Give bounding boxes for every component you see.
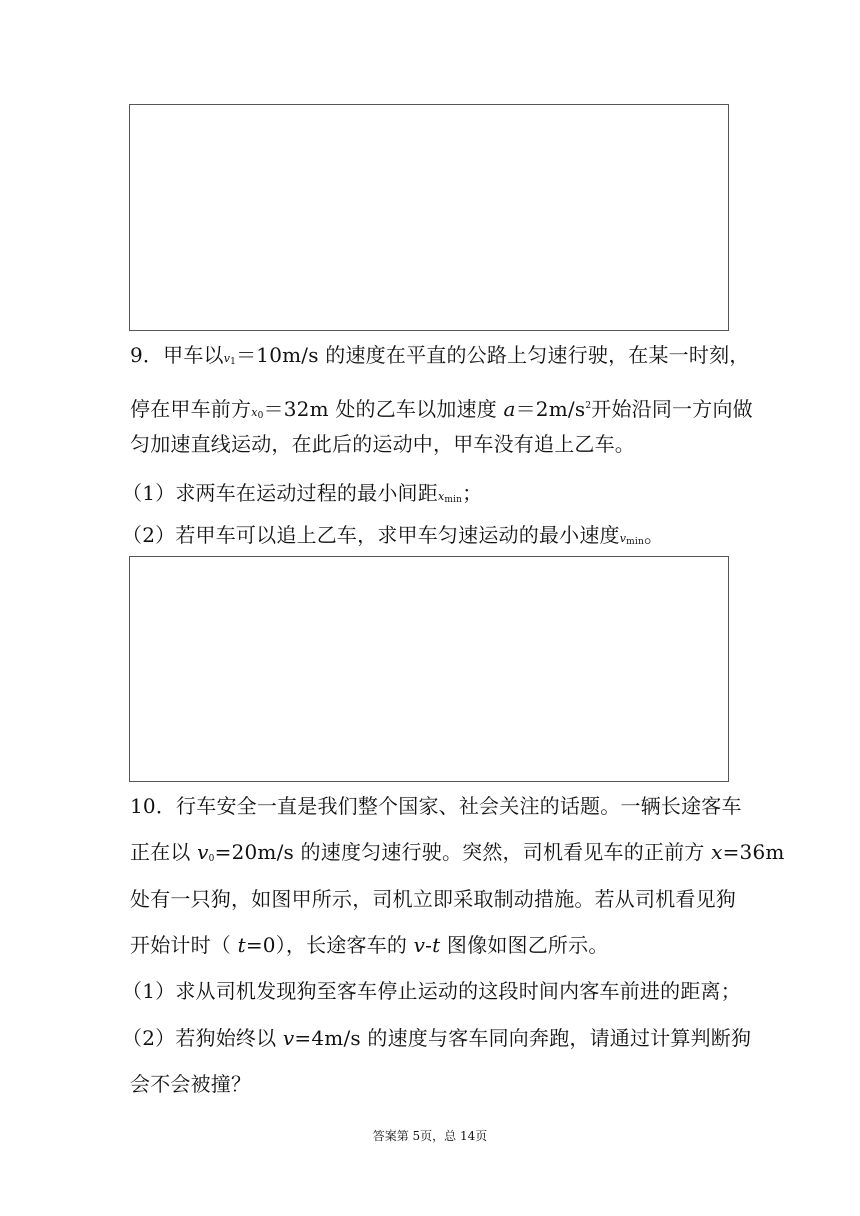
q10-part-2 bbox=[122, 1024, 752, 1052]
superscript: 2 bbox=[585, 401, 592, 411]
q10-text: （2）若狗始终以 bbox=[122, 1026, 283, 1050]
q10-line-4 bbox=[130, 931, 740, 959]
q10-line-1 bbox=[130, 792, 740, 820]
q10-text: =20m/s 的速度匀速行驶。突然，司机看见车的正前方 bbox=[214, 840, 712, 864]
q10-text: =36m bbox=[722, 840, 785, 864]
q10-line-2 bbox=[130, 838, 785, 873]
x-symbol: x bbox=[711, 840, 723, 864]
x0-symbol: x bbox=[251, 406, 258, 419]
q9-text: 开始沿同一方向做 bbox=[591, 397, 753, 421]
q9-text: 匀加速直线运动，在此后的运动中，甲车没有追上乙车。 bbox=[130, 432, 635, 456]
q9-text: 9．甲车以 bbox=[130, 343, 224, 367]
q10-text: =0），长途客车的 bbox=[245, 933, 414, 957]
q9-text: ＝2m/s bbox=[515, 397, 586, 421]
q9-part-1 bbox=[122, 479, 732, 514]
q10-text: 处有一只狗，如图甲所示，司机立即采取制动措施。若从司机看见狗 bbox=[130, 887, 736, 911]
page-footer: 答案第 5页，总 14页 bbox=[372, 1129, 488, 1143]
q9-line-3 bbox=[130, 430, 740, 458]
t-symbol: t bbox=[237, 933, 246, 957]
q9-text: ＝10m/s 的速度在平直的公路上匀速行驶，在某一时刻， bbox=[236, 343, 750, 367]
q9-line-2 bbox=[130, 392, 753, 430]
q9-text: ＝32m 处的乙车以加速度 bbox=[263, 397, 504, 421]
q10-line-3 bbox=[130, 885, 740, 913]
q9-text: （2）若甲车可以追上乙车，求甲车匀速运动的最小速度 bbox=[122, 523, 620, 547]
vmin-symbol: v bbox=[619, 532, 627, 545]
q9-text: 停在甲车前方 bbox=[130, 397, 252, 421]
q10-text: 会不会被撞？ bbox=[130, 1072, 252, 1096]
vt-dash: - bbox=[425, 933, 433, 957]
v1-subscript: 1 bbox=[230, 357, 237, 367]
a-symbol: a bbox=[503, 397, 516, 421]
q9-text: 。 bbox=[643, 523, 665, 547]
answer-box-2[interactable] bbox=[129, 556, 729, 782]
q10-text: 正在以 bbox=[130, 840, 198, 864]
vmin-subscript: min bbox=[626, 537, 644, 547]
q10-text: 10．行车安全一直是我们整个国家、社会关注的话题。一辆长途客车 bbox=[130, 794, 742, 818]
q9-text: ； bbox=[462, 481, 483, 505]
answer-box-1[interactable] bbox=[129, 104, 729, 331]
v0-symbol: v bbox=[197, 840, 209, 864]
q10-part-2-line-2 bbox=[130, 1070, 740, 1098]
v-symbol: v bbox=[282, 1026, 295, 1050]
q9-line-1 bbox=[130, 341, 750, 376]
vt-v-symbol: v bbox=[413, 933, 426, 957]
vt-t-symbol: t bbox=[432, 933, 441, 957]
xmin-symbol: x bbox=[437, 490, 445, 503]
q9-part-2 bbox=[122, 521, 732, 556]
q10-text: 图像如图乙所示。 bbox=[440, 933, 609, 957]
xmin-subscript: min bbox=[444, 495, 463, 505]
q9-text: （1）求两车在运动过程的最小间距 bbox=[122, 481, 438, 505]
x0-subscript: 0 bbox=[257, 411, 264, 421]
q10-part-1 bbox=[122, 977, 741, 1005]
q10-text: （1）求从司机发现狗至客车停止运动的这段时间内客车前进的距离； bbox=[122, 979, 741, 1003]
v1-symbol: v bbox=[223, 352, 231, 365]
q10-text: =4m/s 的速度与客车同向奔跑，请通过计算判断狗 bbox=[294, 1026, 752, 1050]
v0-subscript: 0 bbox=[208, 854, 215, 864]
q10-text: 开始计时（ bbox=[130, 933, 238, 957]
